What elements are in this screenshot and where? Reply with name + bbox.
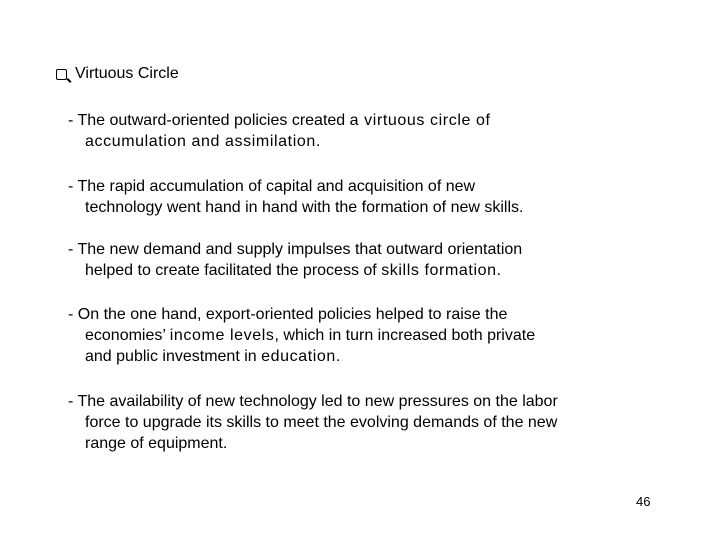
point-5-line-2: force to upgrade its skills to meet the evolving demands of the new: [85, 414, 558, 431]
point-4-line-3: [68, 346, 668, 367]
point-5-line-1: - The availability of new technology led to new pressures on the labor: [68, 393, 558, 410]
point-2-line-1: - The rapid accumulation of capital and acquisition of new: [68, 178, 476, 195]
point-3-line-2: [68, 260, 668, 281]
point-3-text: helped to create facilitated the process of: [85, 262, 382, 279]
point-4-line-1: - On the one hand, export-oriented policies helped to raise the: [68, 306, 508, 323]
bullet-point-5: [68, 391, 668, 454]
point-2-line-2: technology went hand in hand with the formation of new skills.: [85, 199, 524, 216]
point-1-line-1: [68, 110, 668, 131]
point-5-line-3: range of equipment.: [85, 435, 228, 452]
point-4-emphasis-education: education: [261, 348, 336, 365]
point-4-text-b: , which in turn increased both private: [274, 327, 536, 344]
point-1-emphasis: a virtuous circle of: [349, 112, 491, 129]
point-3-period: .: [496, 262, 502, 279]
point-1-text: - The outward-oriented policies created: [68, 112, 350, 129]
bullet-point-1: [68, 110, 668, 152]
point-4-text-a: economies’: [85, 327, 170, 344]
point-1-line-2: [68, 131, 668, 152]
slide-heading: [56, 64, 179, 84]
checkbox-bullet-icon: [56, 69, 67, 80]
bullet-point-3: [68, 239, 668, 281]
point-1-emphasis-cont: accumulation and assimilation.: [85, 133, 321, 150]
point-4-period: .: [335, 348, 341, 365]
point-4-text-c: and public investment in: [85, 348, 262, 365]
bullet-point-4: [68, 304, 668, 367]
page-number: 46: [636, 494, 651, 509]
point-3-line-1: - The new demand and supply impulses that outward orientation: [68, 241, 523, 258]
bullet-point-2: [68, 176, 668, 218]
point-3-emphasis: skills formation: [381, 262, 497, 279]
point-4-line-2: [68, 325, 668, 346]
point-4-emphasis-income: income levels: [169, 327, 275, 344]
heading-text: Virtuous Circle: [75, 65, 179, 82]
